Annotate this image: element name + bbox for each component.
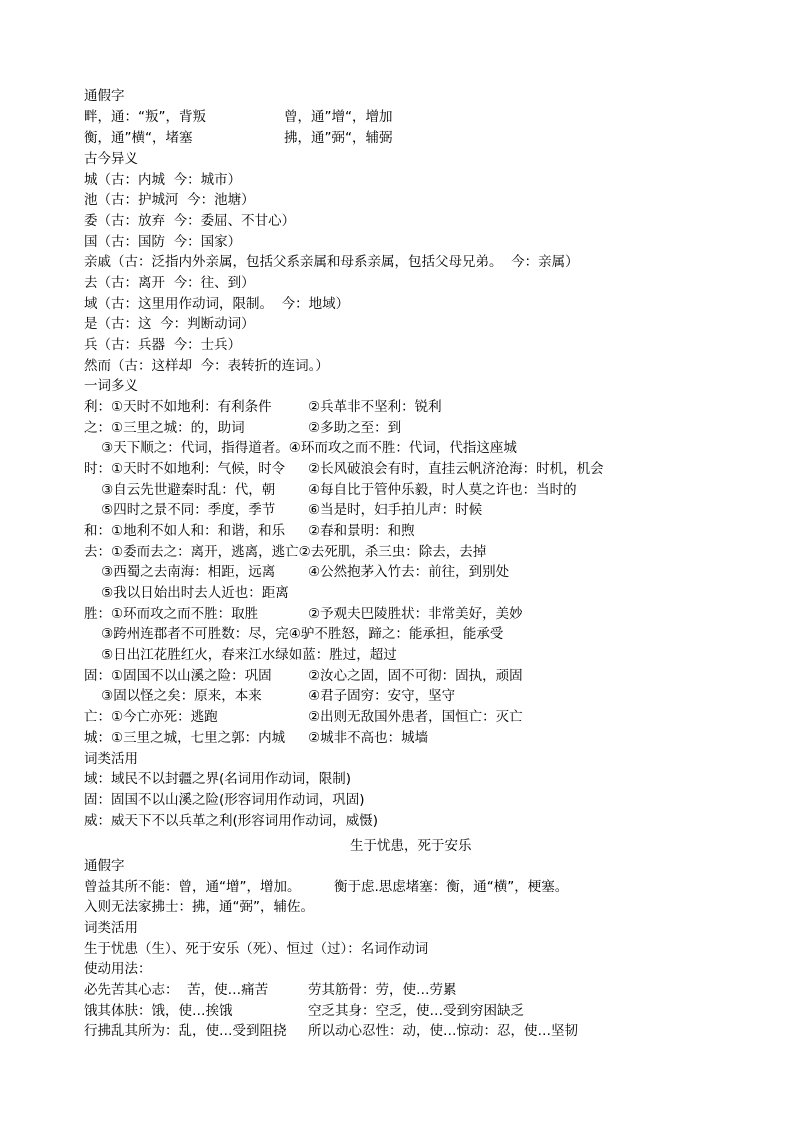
yici-line: ②予观夫巴陵胜状：非常美好，美妙 [308,606,523,622]
gujin-line: 城（古：内城 今：城市） [84,172,242,188]
shidong-line: 饿其体肤：饿，使…挨饿 [84,1003,233,1019]
cilei-line: 域：域民不以封疆之界(名词用作动词，限制) [84,771,352,787]
yici-line: ④每自比于管仲乐毅，时人莫之许也：当时的 [308,482,577,498]
yici-line: 之：①三里之城：的，助词 [84,420,245,436]
yici-line: 和：①地利不如人和：和谐，和乐 [84,523,286,539]
yici-line: ④君子固穷：安守，坚守 [308,688,456,704]
shidong-line: 必先苦其心志： 苦，使…痛苦 [84,982,269,998]
gujin-line: 去（古：离开 今：往、到） [84,275,255,291]
tongjiazi-line: 入则无法家拂士：拂，通“弼”，辅佐。 [84,899,314,915]
yici-line: ②出则无敌国外患者，国恒亡：灭亡 [308,709,523,725]
section-heading-cilei: 词类活用 [84,920,138,936]
yici-line: ③固以怪之矣：原来，本来 [84,688,262,704]
article-title: 生于忧患，死于安乐 [350,838,472,854]
gujin-line: 亲戚（古：泛指内外亲属，包括父系亲属和母系亲属，包括父母兄弟。 今：亲属） [84,254,579,270]
cilei-line: 固：固国不以山溪之险(形容词用作动词，巩固) [84,792,365,808]
gujin-line: 国（古：国防 今：国家） [84,234,242,250]
yici-line: ④公然抱茅入竹去：前往，到别处 [308,564,510,580]
shidong-heading: 使动用法： [84,961,152,977]
gujin-line: 池（古：护城河 今：池塘） [84,192,255,208]
yici-line: ③自云先世避秦时乱：代，朝 [84,482,276,498]
yici-line: ⑤四时之景不同：季度，季节 [84,502,276,518]
yici-line: 去：①委而去之：离开，逃离，逃亡②去死肌，杀三虫：除去，去掉 [84,544,487,560]
gujin-line: 委（古：放弃 今：委屈、不甘心） [84,213,296,229]
yici-line: ⑥当是时，妇手拍儿声：时候 [308,502,483,518]
yici-line: 胜：①环而攻之而不胜：取胜 [84,606,259,622]
shidong-line: 所以动心忍性：动，使…惊动：忍，使…坚韧 [308,1023,578,1039]
shidong-line: 行拂乱其所为：乱，使…受到阻挠 [84,1023,287,1039]
yici-line: 时：①天时不如地利：气候，时令 [84,461,286,477]
gujin-line: 兵（古：兵器 今：士兵） [84,337,242,353]
yici-line: 城：①三里之城，七里之郭：内城 [84,730,286,746]
tongjiazi-line: 衡，通”横“，堵塞 [84,130,193,146]
gujin-line: 域（古：这里用作动词，限制。 今：地域） [84,296,350,312]
yici-line: ②城非不高也：城墙 [308,730,429,746]
yici-line: ③跨州连郡者不可胜数：尽，完④驴不胜怒，蹄之：能承担，能承受 [84,626,504,642]
cilei-line: 威：威天下不以兵革之利(形容词用作动词，威慑) [84,813,379,829]
tongjiazi-line: 曾益其所不能：曾，通“增”，增加。 [84,879,301,895]
yici-line: ②汝心之固，固不可彻：固执，顽固 [308,668,523,684]
yici-line: ⑤我以日始出时去人近也：距离 [84,585,289,601]
tongjiazi-line: 衡于虑.思虑堵塞：衡，通“横”，梗塞。 [334,879,569,895]
yici-line: 亡：①今亡亦死：逃跑 [84,709,218,725]
section-heading-yici: 一词多义 [84,378,138,394]
gujin-line: 是（古：这 今：判断动词） [84,316,255,332]
section-heading-gujin: 古今异义 [84,151,138,167]
yici-line: ②多助之至：到 [308,420,402,436]
section-heading-tongjiazi: 通假字 [84,858,125,874]
shidong-line: 劳其筋骨：劳，使…劳累 [308,982,457,998]
yici-line: ③西蜀之去南海：相距，远离 [84,564,276,580]
shidong-line: 空乏其身：空乏，使…受到穷困缺乏 [308,1003,524,1019]
yici-line: ②兵革非不坚利：锐利 [308,399,442,415]
yici-line: ②长风破浪会有时，直挂云帆济沧海：时机，机会 [308,461,604,477]
yici-line: ⑤日出江花胜红火，春来江水绿如蓝：胜过，超过 [84,647,397,663]
tongjiazi-line: 拂，通”弼“，辅弼 [284,130,393,146]
yici-line: 利：①天时不如地利：有利条件 [84,399,272,415]
cilei-line: 生于忧患（生）、死于安乐（死）、恒过（过）：名词作动词 [84,941,429,957]
section-heading-tongjiazi: 通假字 [84,88,125,104]
section-heading-cilei: 词类活用 [84,751,138,767]
yici-line: 固：①固国不以山溪之险：巩固 [84,668,272,684]
yici-line: ③天下顺之：代词，指得道者。④环而攻之而不胜：代词，代指这座城 [84,440,517,456]
yici-line: ②春和景明：和煦 [308,523,415,539]
gujin-line: 然而（古：这样却 今：表转折的连词。） [84,358,329,374]
tongjiazi-line: 曾，通”增“，增加 [284,109,393,125]
tongjiazi-line: 畔，通：“叛”，背叛 [84,109,206,125]
